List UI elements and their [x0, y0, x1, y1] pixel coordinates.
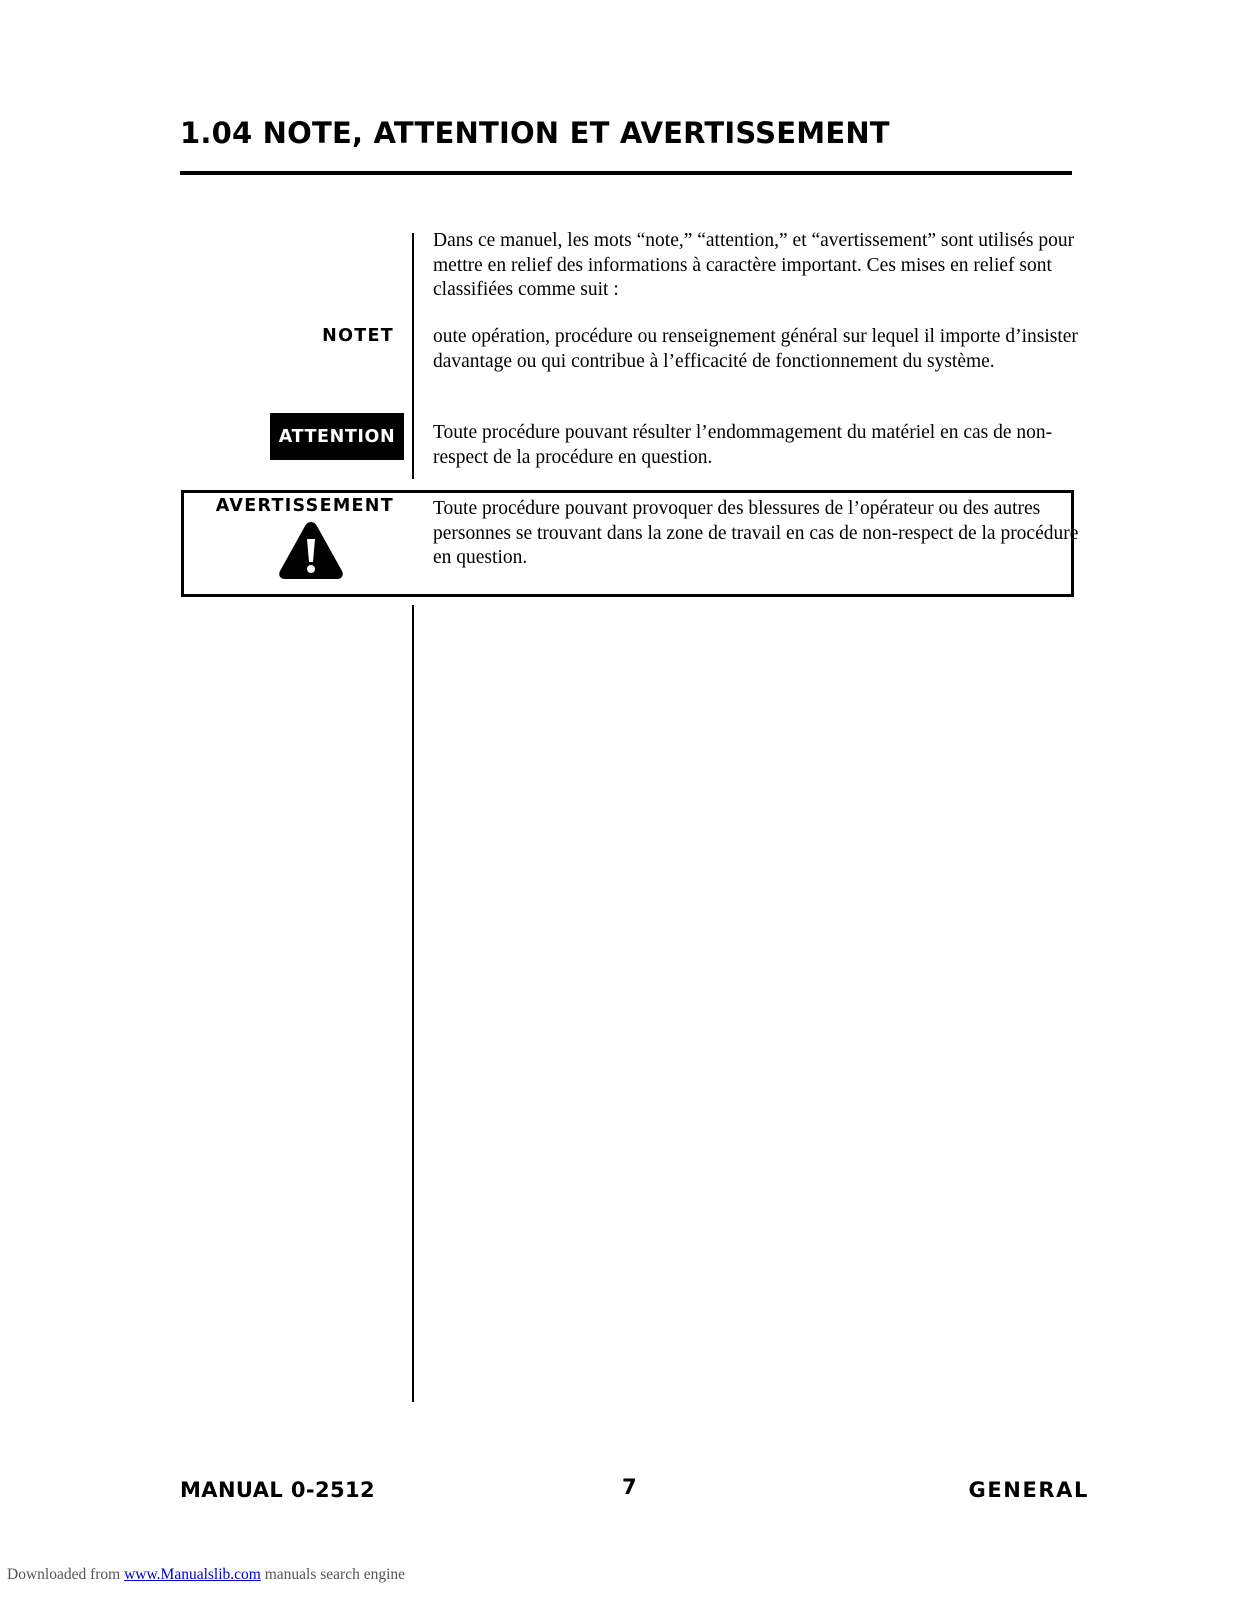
download-watermark	[7, 1566, 405, 1584]
watermark-suffix: manuals search engine	[260, 1566, 406, 1583]
footer-section-name: GENERAL	[968, 1478, 1089, 1502]
footer-manual-number: MANUAL 0-2512	[180, 1478, 376, 1502]
margin-rule-top	[412, 233, 414, 479]
intro-paragraph: Dans ce manuel, les mots “note,” “attention,” et “avertissement” sont utilisés pour mettre en relief des informations à caractère important. Ces mises en relief sont classifiées comme suit :	[433, 230, 1075, 300]
warning-triangle-icon	[276, 519, 346, 581]
section-title: 1.04 NOTE, ATTENTION ET AVERTISSEMENT	[180, 116, 890, 150]
note-text: oute opération, procédure ou renseignement général sur lequel il importe d’insister davantage ou qui contribue à l’efficacité de fonctionnement du système.	[433, 326, 1078, 372]
note-label: NOTET	[322, 326, 394, 346]
footer-page-number: 7	[622, 1475, 637, 1499]
attention-text: Toute procédure pouvant résulter l’endommagement du matériel en cas de non-respect de la procédure en question.	[433, 422, 1053, 468]
manualslib-link[interactable]: www.Manualslib.com	[124, 1566, 261, 1583]
attention-label: ATTENTION	[278, 426, 396, 447]
warning-label: AVERTISSEMENT	[215, 496, 394, 516]
attention-badge	[270, 413, 404, 460]
title-rule	[180, 171, 1072, 175]
watermark-prefix: Downloaded from	[7, 1566, 125, 1583]
margin-rule-bottom	[412, 605, 414, 1402]
warning-text: Toute procédure pouvant provoquer des blessures de l’opérateur ou des autres personnes se trouvant dans la zone de travail en cas de non-respect de la procédure en question.	[433, 498, 1079, 568]
